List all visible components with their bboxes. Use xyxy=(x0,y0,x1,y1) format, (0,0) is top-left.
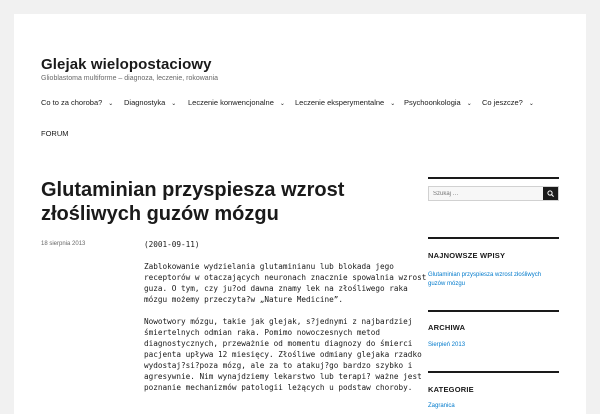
nav-item-leczenie-konwencjonalne[interactable] xyxy=(188,98,285,107)
chevron-down-icon: ⌄ xyxy=(466,101,472,107)
nav-item-forum[interactable] xyxy=(41,129,69,138)
chevron-down-icon: ⌄ xyxy=(390,101,396,107)
archive-link[interactable]: Sierpień 2013 xyxy=(428,342,466,348)
widget-divider xyxy=(428,310,559,312)
article-paragraph: Zablokowanie wydzielania glutaminianu lub blokada jego receptorów w otaczających neuronach znacznie spowalnia wzrost guza. O tym, czy ju?od dawna znamy lek na złośliwego raka mózgu możemy przeczyta?w „Nature Medicine”. xyxy=(144,262,427,304)
widget-divider xyxy=(428,237,559,239)
site-description: Glioblastoma multiforme – diagnoza, leczenie, rokowania xyxy=(41,75,219,82)
chevron-down-icon: ⌄ xyxy=(528,101,534,107)
article-paragraph: (2001-09-11) xyxy=(144,240,200,249)
nav-item-label: Co jeszcze? xyxy=(482,98,523,107)
nav-item-co-jeszcze[interactable] xyxy=(482,98,534,107)
category-link[interactable]: Zagranica xyxy=(428,403,455,409)
nav-item-label: Diagnostyka xyxy=(124,98,166,107)
widget-divider xyxy=(428,371,559,373)
article-title[interactable]: Glutaminian przyspiesza wzrost złośliwych guzów mózgu xyxy=(41,179,345,225)
recent-post-link[interactable]: Glutaminian przyspiesza wzrost złośliwych guzów mózgu xyxy=(428,272,542,287)
site-title[interactable]: Glejak wielopostaciowy xyxy=(41,56,212,73)
nav-item-label: Leczenie eksperymentalne xyxy=(295,98,385,107)
article-paragraph: Nowotwory mózgu, takie jak glejak, s?jednymi z najbardziej śmiertelnych odmian raka. Pomimo nowoczesnych metod diagnostycznych, przeważnie od momentu diagnozy do śmierci pacjenta upływa 12 miesięcy. Złośliwe odmiany glejaka rzadko wydostaj?si?poza mózg, ale za to atakuj?go bardzo szybko i agresywnie. Nim wynajdziemy lekarstwo lub terapi? ważne jest poznanie mechanizmów patologii leżących u podstaw choroby. xyxy=(144,317,422,392)
chevron-down-icon: ⌄ xyxy=(279,101,285,107)
nav-item-label: Psychoonkologia xyxy=(404,98,461,107)
nav-item-label: Co to za choroba? xyxy=(41,98,103,107)
nav-item-label: Leczenie konwencjonalne xyxy=(188,98,274,107)
widget-title-archives: ARCHIWA xyxy=(428,323,466,332)
nav-item-diagnostyka[interactable] xyxy=(124,98,176,107)
nav-item-psychoonkologia[interactable] xyxy=(404,98,472,107)
article-content xyxy=(144,239,434,404)
page xyxy=(14,14,586,414)
widget-title-recent-posts: NAJNOWSZE WPISY xyxy=(428,251,506,260)
search-input[interactable] xyxy=(429,187,543,200)
nav-item-label: FORUM xyxy=(41,129,69,138)
search-button[interactable] xyxy=(543,187,558,200)
article-date[interactable]: 18 sierpnia 2013 xyxy=(41,241,86,247)
chevron-down-icon: ⌄ xyxy=(171,101,177,107)
search-form xyxy=(428,186,559,201)
widget-title-categories: KATEGORIE xyxy=(428,385,474,394)
nav-item-leczenie-eksperymentalne[interactable] xyxy=(295,98,395,107)
nav-item-co-to-za-choroba[interactable] xyxy=(41,98,113,107)
chevron-down-icon: ⌄ xyxy=(108,101,114,107)
search-icon xyxy=(547,190,554,197)
widget-divider xyxy=(428,177,559,179)
